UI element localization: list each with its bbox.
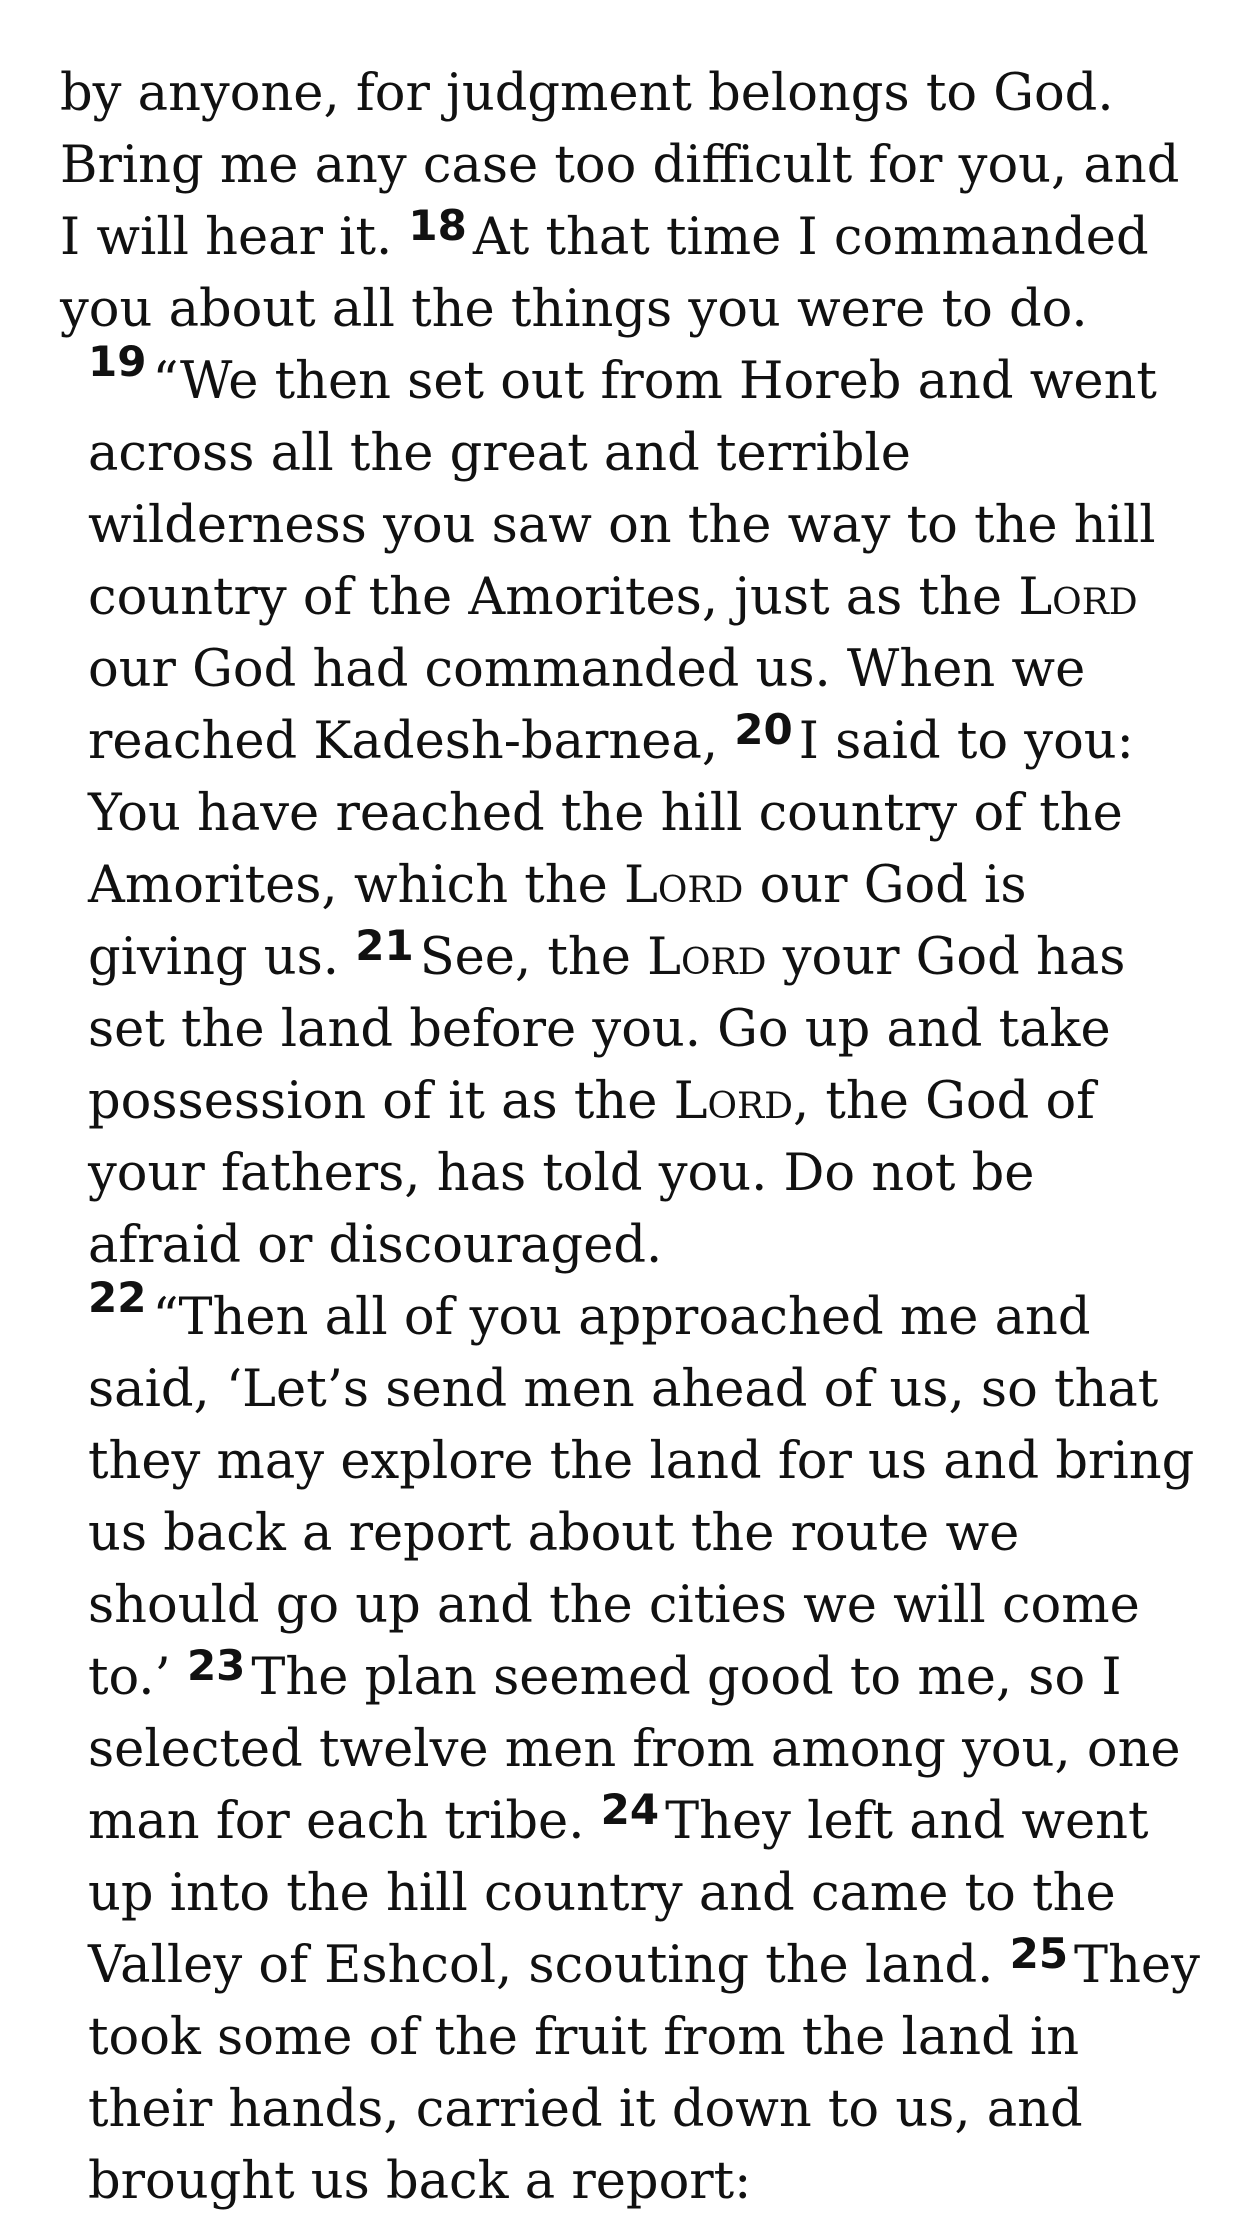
passage-text: The plan seemed good to me, so I selected twelve men from among you, one man for each tribe. — [88, 1648, 1181, 1851]
passage-text: , the God of your fathers, has told you. Do not be afraid or discouraged. — [88, 1072, 1096, 1275]
paragraph-3 — [60, 1273, 1200, 2218]
passage-text: See, the — [419, 928, 648, 987]
divine-name-lord: Lord — [1018, 568, 1138, 627]
verse-number-22: 22 — [88, 1273, 147, 1322]
verse-number-25: 25 — [1009, 1929, 1069, 1978]
verse-number-23: 23 — [186, 1641, 246, 1690]
divine-name-lord: Lord — [673, 1072, 793, 1131]
scripture-passage — [60, 58, 1200, 2218]
passage-text: our God is giving us. — [88, 856, 1027, 987]
passage-text: They left and went up into the hill country and came to the Valley of Eshcol, scouting the land. — [88, 1792, 1149, 1995]
verse-number-19: 19 — [88, 337, 147, 386]
verse-number-20: 20 — [734, 705, 793, 754]
verse-number-24: 24 — [600, 1785, 660, 1834]
passage-text: “Then all of you approached me and said, ‘Let’s send men ahead of us, so that they may explore the land for us and bring us back a report about the route we should go up and the cities we will come to.’ — [88, 1288, 1195, 1707]
passage-text: “We then set out from Horeb and went across all the great and terrible wilderness you saw on the way to the hill country of the Amorites, just as the — [88, 352, 1157, 627]
paragraph-2 — [60, 337, 1200, 1282]
divine-name-lord: Lord — [624, 856, 744, 915]
passage-text: At that time I commanded you about all the things you were to do. — [60, 208, 1149, 339]
verse-number-21: 21 — [355, 921, 414, 970]
passage-text: your God has set the land before you. Go up and take possession of it as the — [88, 928, 1126, 1131]
verse-number-18: 18 — [408, 201, 467, 250]
passage-text: our God had commanded us. When we reached Kadesh-barnea, — [88, 640, 1086, 771]
passage-text: I said to you: You have reached the hill country of the Amorites, which the — [88, 712, 1134, 915]
passage-text: by anyone, for judgment belongs to God. Bring me any case too difficult for you, and I will hear it. — [60, 64, 1180, 267]
divine-name-lord: Lord — [647, 928, 767, 987]
passage-text: They took some of the fruit from the land in their hands, carried it down to us, and brought us back a report: — [88, 1936, 1200, 2211]
paragraph-1 — [60, 58, 1200, 346]
